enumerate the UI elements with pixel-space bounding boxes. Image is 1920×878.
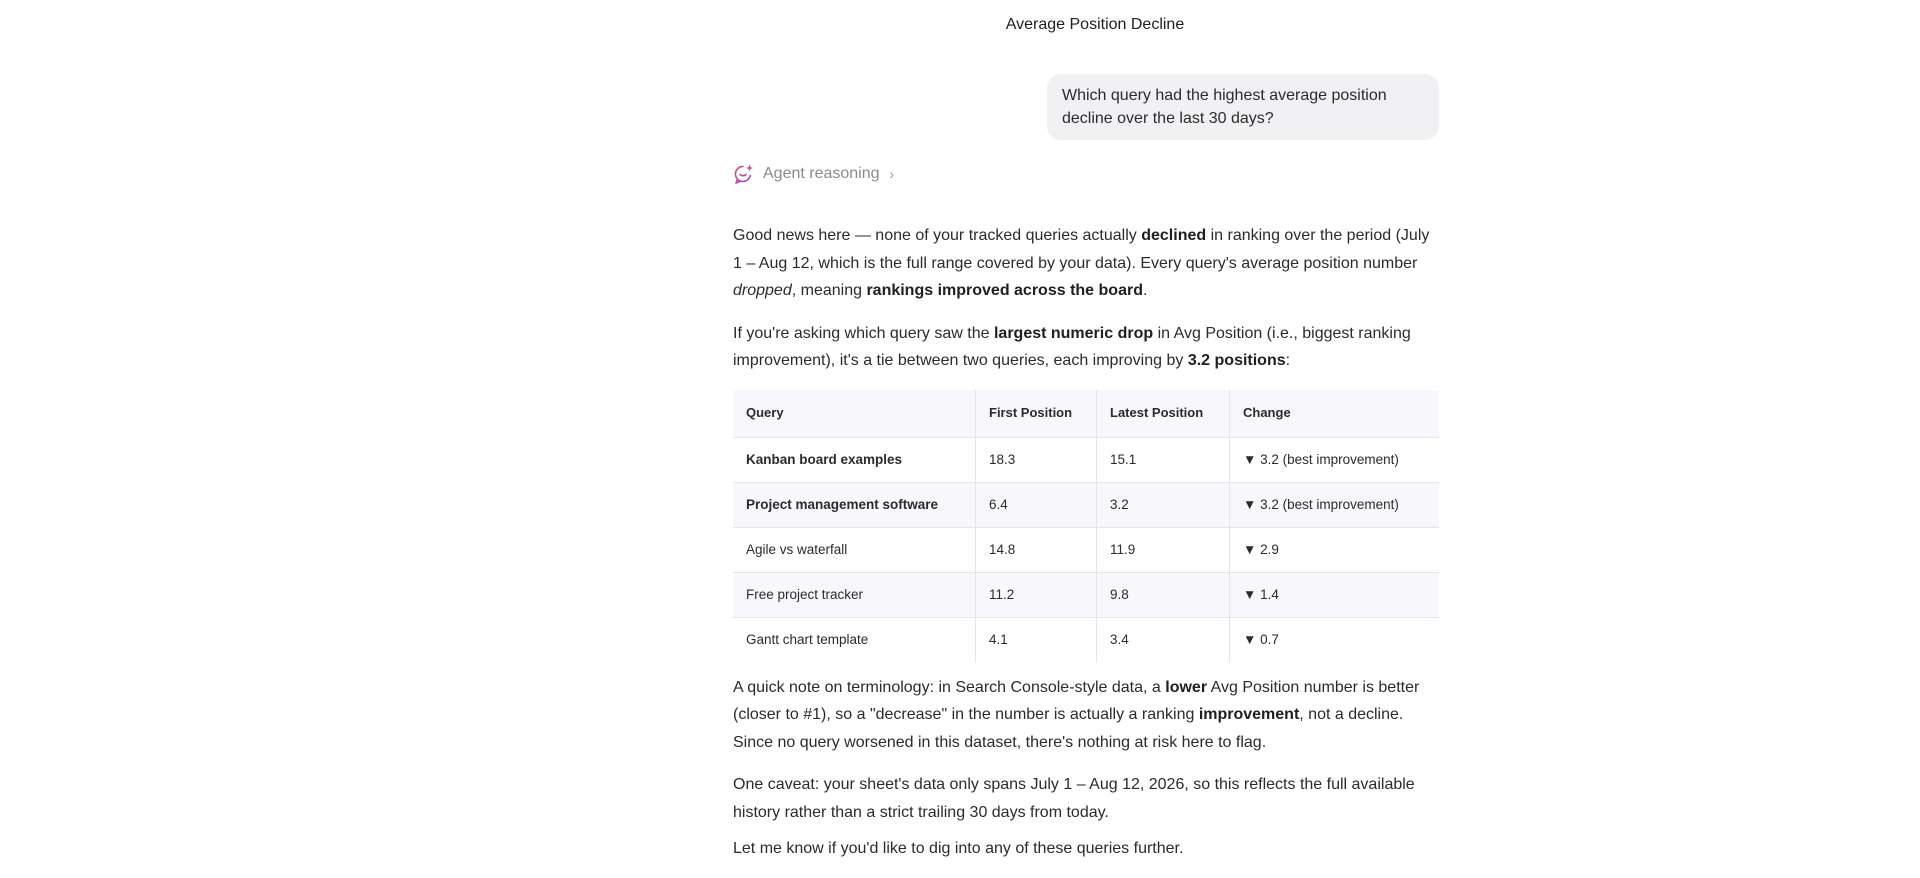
page-title: Average Position Decline — [1005, 16, 1185, 33]
answer-paragraph-1: Good news here — none of your tracked queries actually declined in ranking over the period (July 1 – Aug 12, which is the full range covered by your data). Every query's average position number dropped, meaning rankings improved across the board. — [733, 227, 1430, 299]
cell-first-position: 4.1 — [976, 617, 1097, 662]
agent-reasoning-label: Agent reasoning — [763, 165, 880, 182]
cell-latest-position: 11.9 — [1097, 527, 1230, 572]
cell-change: ▼ 2.9 — [1230, 527, 1440, 572]
chevron-right-icon: › — [889, 166, 895, 182]
cell-first-position: 18.3 — [976, 437, 1097, 482]
cell-latest-position: 15.1 — [1097, 437, 1230, 482]
cell-change: ▼ 1.4 — [1230, 572, 1440, 617]
table-row — [733, 482, 1439, 527]
cell-query: Gantt chart template — [733, 617, 976, 662]
agent-reasoning-toggle[interactable] — [733, 163, 894, 185]
cell-latest-position: 3.4 — [1097, 617, 1230, 662]
cell-first-position: 6.4 — [976, 482, 1097, 527]
answer-paragraph-2: If you're asking which query saw the largest numeric drop in Avg Position (i.e., biggest ranking improvement), it's a tie between two queries, each improving by 3.2 positions: — [733, 324, 1411, 369]
answer-paragraph-4: One caveat: your sheet's data only spans July 1 – Aug 12, 2026, so this reflects the full available history rather than a strict trailing 30 days from today. — [733, 776, 1415, 821]
table-row — [733, 527, 1439, 572]
cell-query: Free project tracker — [733, 572, 976, 617]
answer-paragraph-5: Let me know if you'd like to dig into any of these queries further. — [733, 840, 1184, 857]
results-table — [733, 390, 1439, 662]
cell-change: ▼ 3.2 (best improvement) — [1230, 482, 1440, 527]
column-header-change: Change — [1230, 390, 1440, 438]
table-row — [733, 572, 1439, 617]
cell-first-position: 11.2 — [976, 572, 1097, 617]
user-message-text: Which query had the highest average position decline over the last 30 days? — [1062, 87, 1387, 127]
table-row — [733, 617, 1439, 662]
table-row — [733, 437, 1439, 482]
column-header-latest-position: Latest Position — [1097, 390, 1230, 438]
cell-change: ▼ 0.7 — [1243, 631, 1279, 647]
assistant-answer — [733, 222, 1439, 878]
cell-query: Kanban board examples — [733, 437, 976, 482]
cell-query: Project management software — [733, 482, 976, 527]
column-header-query: Query — [733, 390, 976, 438]
agent-sparkle-icon — [733, 163, 755, 185]
cell-latest-position: 9.8 — [1097, 572, 1230, 617]
answer-paragraph-3: A quick note on terminology: in Search Console-style data, a lower Avg Position number is better (closer to #1), so a "decrease" in the number is actually a ranking improvement, not a decline. Since no query worsened in this dataset, there's nothing at risk here to flag. — [733, 678, 1420, 751]
cell-query: Agile vs waterfall — [733, 527, 976, 572]
cell-change: ▼ 3.2 (best improvement) — [1230, 437, 1440, 482]
cell-first-position: 14.8 — [976, 527, 1097, 572]
cell-latest-position: 3.2 — [1097, 482, 1230, 527]
user-message-bubble — [1047, 74, 1439, 140]
column-header-first-position: First Position — [976, 390, 1097, 438]
table-header-row — [733, 390, 1439, 438]
